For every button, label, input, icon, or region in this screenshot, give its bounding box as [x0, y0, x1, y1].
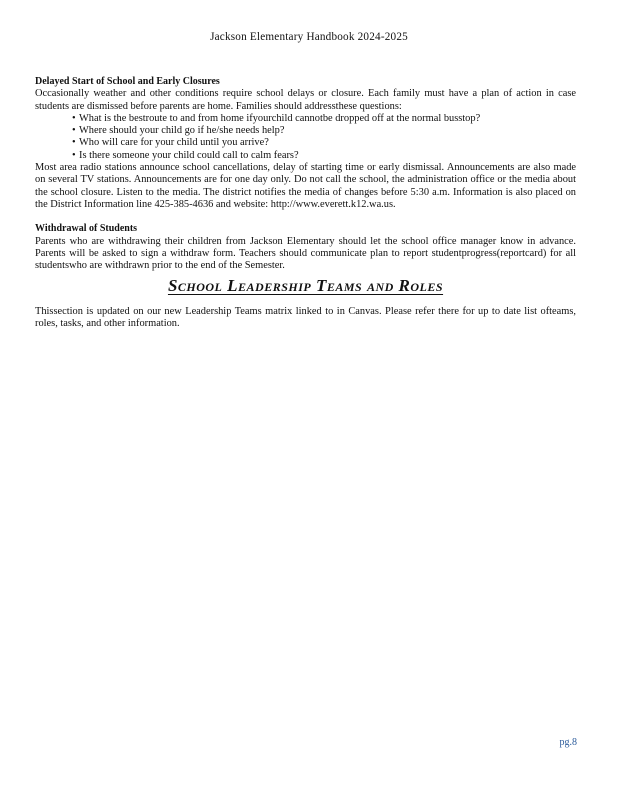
- bullet-icon: •: [72, 137, 76, 149]
- leadership-heading-wrap: [35, 276, 576, 296]
- delayed-start-intro: Occasionally weather and other conditions require school delays or closure. Each family must have a plan of action in case students are dismissed before parents are home. Families should addressthese questions:: [35, 88, 576, 112]
- list-item: • Is there someone your child could call to calm fears?: [72, 149, 299, 161]
- withdrawal-heading: Withdrawal of Students: [35, 223, 138, 235]
- bullet-icon: •: [72, 149, 76, 161]
- delayed-start-details: Most area radio stations announce school cancellations, delay of starting time or early dismissal. Announcements are also made on several TV stations. Announcements are for one day only. Do not call the school, the administration office or the media about the school closure. Listen to the media. The district notifies the media of changes before 5:30 a.m. Information is also placed on the District Information line 425-385-4636 and website: http://www.everett.k12.wa.us.: [35, 162, 576, 210]
- list-item: • What is the bestroute to and from home ifyourchild cannotbe dropped off at the normal busstop?: [72, 112, 481, 124]
- bullet-icon: •: [72, 125, 76, 137]
- list-item: • Where should your child go if he/she needs help?: [72, 125, 285, 137]
- document-body: [35, 76, 576, 330]
- page-number: pg.8: [559, 737, 577, 748]
- list-item: • Who will care for your child until you arrive?: [72, 137, 269, 149]
- delayed-start-heading: Delayed Start of School and Early Closures: [35, 76, 220, 87]
- leadership-heading: School Leadership Teams and Roles: [167, 276, 444, 296]
- withdrawal-text: Parents who are withdrawing their children from Jackson Elementary should let the school office manager know in advance. Parents will be asked to sign a withdraw form. Teachers should communicate plan to report studentprogress(reportcard) for all studentswho are withdrawn prior to the end of the Semester.: [35, 235, 576, 272]
- page-header: Jackson Elementary Handbook 2024-2025: [210, 31, 408, 43]
- bullet-icon: •: [72, 112, 76, 124]
- leadership-text: Thissection is updated on our new Leadership Teams matrix linked to in Canvas. Please refer there for up to date list ofteams, roles, tasks, and other information.: [35, 305, 576, 330]
- family-questions-list: [35, 113, 576, 162]
